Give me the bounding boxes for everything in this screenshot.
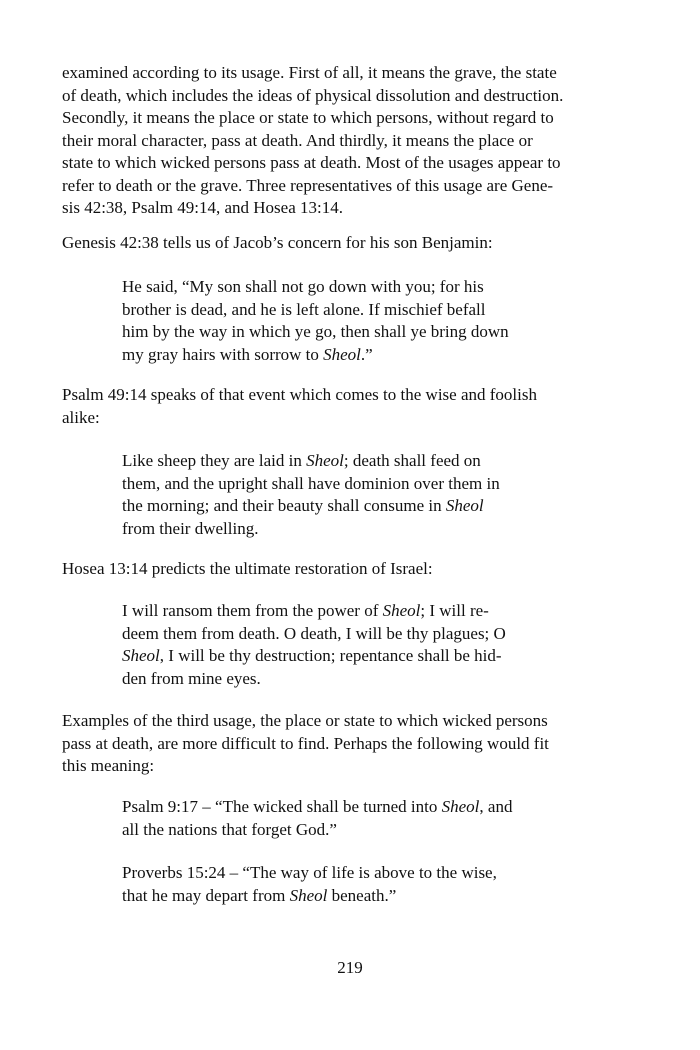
quote-text: beneath.” [327,885,397,905]
quote-line [122,450,552,473]
text-line: state to which wicked persons pass at death. Most of the usages appear to [62,153,561,172]
quote-line: He said, “My son shall not go down with you; for his [122,277,484,296]
quote-text: ; death shall feed on [343,451,481,470]
paragraph-usage-intro [62,62,622,220]
quote-line: from their dwelling. [122,518,259,538]
text-line: sis 42:38, Psalm 49:14, and Hosea 13:14. [62,198,343,217]
quote-line [122,600,552,623]
text-line: their moral character, pass at death. And thirdly, it means the place or [62,130,533,150]
quote-line [122,495,552,518]
quote-proverbs [122,862,552,907]
quote-line: deem them from death. O death, I will be thy plagues; O [122,623,506,643]
quote-text: my gray hairs with sorrow to [122,344,324,364]
text-line: pass at death, are more difficult to find. Perhaps the following would fit [62,733,549,753]
quote-line [122,344,552,367]
quote-line [122,885,552,908]
quote-text: .” [360,344,373,364]
quote-line: den from mine eyes. [122,668,261,688]
text-line: Secondly, it means the place or state to which persons, without regard to [62,108,554,127]
quote-line [122,645,552,668]
text-line: of death, which includes the ideas of physical dissolution and destruction. [62,85,564,105]
quote-genesis [122,276,552,366]
sheol-term: Sheol [441,797,480,816]
text-line: Hosea 13:14 predicts the ultimate restoration of Israel: [62,559,433,578]
sheol-term: Sheol [323,344,361,364]
quote-text: I will ransom them from the power of [122,601,383,620]
sheol-term: Sheol [122,646,160,665]
paragraph-psalm [62,384,622,429]
paragraph-hosea [62,558,622,581]
sheol-term: Sheol [382,601,421,620]
quote-psalm-9 [122,796,552,841]
quote-line: him by the way in which ye go, then shall ye bring down [122,322,509,341]
quote-hosea [122,600,552,690]
quote-line [122,796,552,819]
quote-psalm [122,450,552,540]
sheol-term: Sheol [289,885,328,905]
quote-text: that he may depart from [122,885,290,905]
quote-text: Psalm 9:17 – “The wicked shall be turned into [122,797,442,816]
text-line: examined according to its usage. First of all, it means the grave, the state [62,63,557,82]
text-line: alike: [62,407,100,427]
page-number: 219 [337,958,363,977]
sheol-term: Sheol [306,451,344,470]
text-line: refer to death or the grave. Three representatives of this usage are Gene- [62,175,554,195]
quote-line: them, and the upright shall have dominion over them in [122,473,500,493]
quote-line: Proverbs 15:24 – “The way of life is above to the wise, [122,863,497,882]
paragraph-genesis [62,232,622,255]
quote-text: , and [479,797,513,816]
text-line: Psalm 49:14 speaks of that event which comes to the wise and foolish [62,385,537,404]
quote-text: , I will be thy destruction; repentance shall be hid- [159,646,502,665]
quote-line: all the nations that forget God.” [122,819,337,839]
sheol-term: Sheol [445,496,484,515]
text-line: this meaning: [62,756,155,775]
quote-text: Like sheep they are laid in [122,451,307,470]
paragraph-third-usage [62,710,622,778]
quote-text: the morning; and their beauty shall consume in [122,496,446,515]
quote-line: brother is dead, and he is left alone. If mischief befall [122,299,486,319]
text-line: Genesis 42:38 tells us of Jacob’s concern for his son Benjamin: [62,233,493,252]
quote-text: ; I will re- [420,601,489,620]
text-line: Examples of the third usage, the place or state to which wicked persons [62,711,548,730]
